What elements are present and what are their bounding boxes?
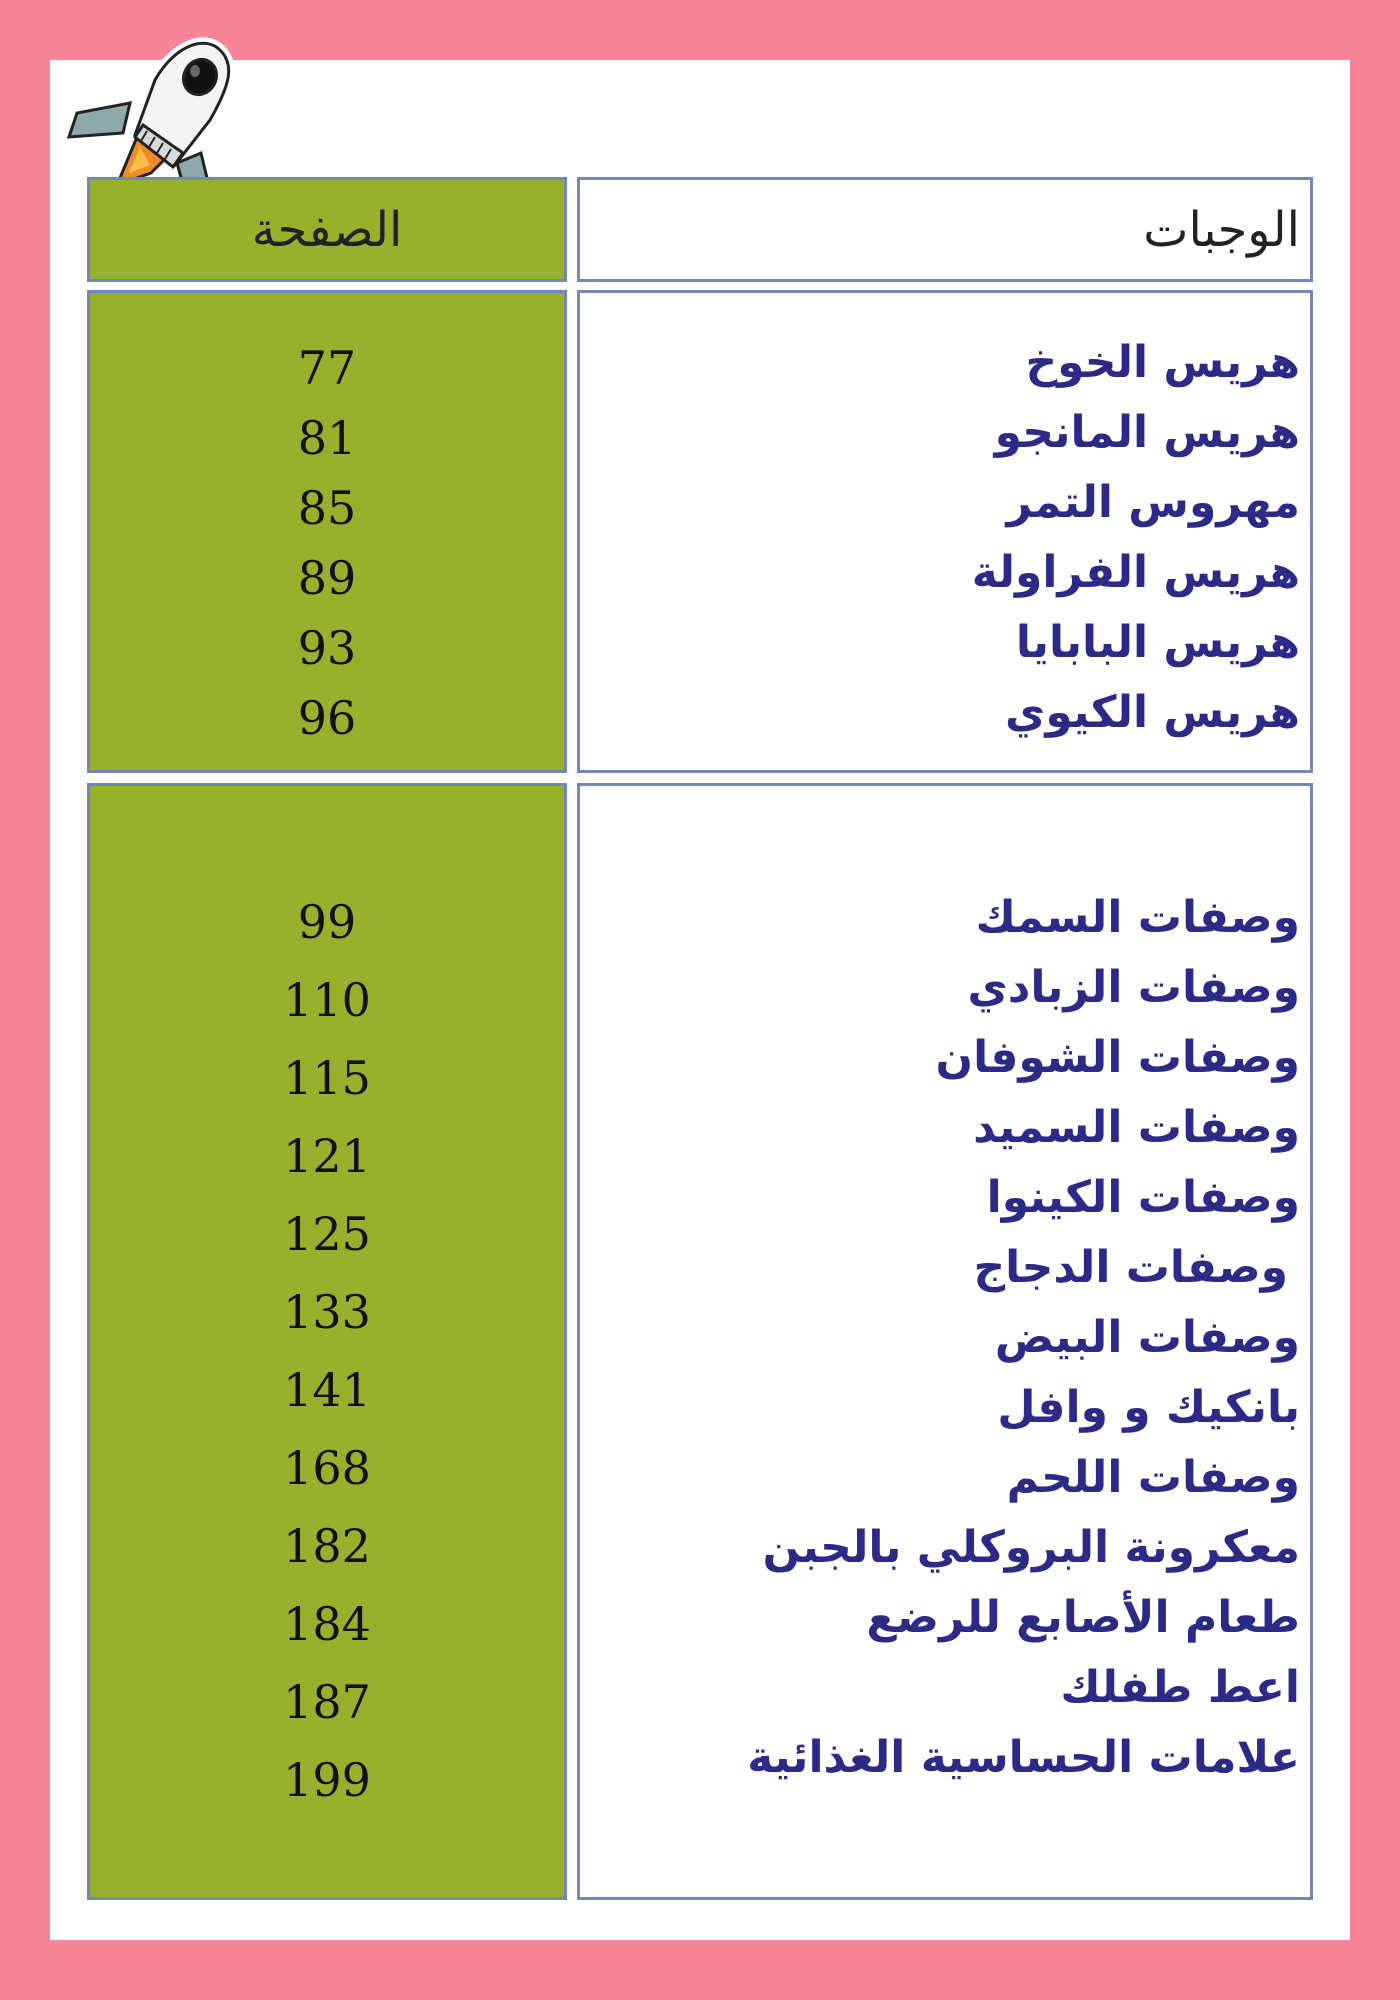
page-number: 89 — [297, 551, 357, 605]
page-number: 121 — [283, 1129, 371, 1183]
page-number: 77 — [297, 341, 357, 395]
list-item: طعام الأصابع للرضع — [866, 1592, 1300, 1643]
page-number: 182 — [283, 1519, 371, 1573]
section1-pages-cell — [87, 290, 567, 773]
page-number: 168 — [283, 1441, 371, 1495]
section1-pages-list — [90, 333, 564, 753]
page-number: 96 — [297, 691, 357, 745]
list-item: وصفات اللحم — [1006, 1452, 1300, 1503]
list-item: معكرونة البروكلي بالجبن — [762, 1522, 1300, 1573]
list-item: وصفات البيض — [994, 1312, 1300, 1363]
header-page-label: الصفحة — [251, 201, 403, 258]
page-number: 81 — [297, 411, 357, 465]
list-item: هريس الخوخ — [1025, 337, 1300, 388]
page-number: 187 — [283, 1675, 371, 1729]
list-item: اعط طفلك — [1060, 1662, 1300, 1713]
list-item: وصفات الشوفان — [935, 1032, 1300, 1083]
list-item: وصفات الكينوا — [986, 1172, 1300, 1223]
page-number: 199 — [283, 1753, 371, 1807]
page-number: 110 — [283, 973, 371, 1027]
list-item: بانكيك و وافل — [997, 1382, 1300, 1433]
list-item: علامات الحساسية الغذائية — [747, 1732, 1300, 1783]
list-item: وصفات الزبادي — [967, 962, 1300, 1013]
header-meals-label: الوجبات — [1143, 201, 1300, 258]
list-item: هريس الكيوي — [1005, 687, 1300, 738]
section1-names-cell — [577, 290, 1313, 773]
page-number: 99 — [297, 895, 357, 949]
list-item: هريس البابايا — [1015, 617, 1300, 668]
header-meals-cell — [577, 177, 1313, 282]
list-item: وصفات السميد — [973, 1102, 1300, 1153]
list-item: هريس المانجو — [994, 407, 1300, 458]
section2-names-list — [590, 883, 1300, 1793]
page-number: 85 — [297, 481, 357, 535]
page-number: 133 — [283, 1285, 371, 1339]
header-page-cell — [87, 177, 567, 282]
list-item: وصفات الدجاج — [973, 1242, 1288, 1293]
section2-names-cell — [577, 783, 1313, 1900]
page-number: 184 — [283, 1597, 371, 1651]
list-item: هريس الفراولة — [971, 547, 1300, 598]
page-number: 115 — [283, 1051, 371, 1105]
section2-pages-cell — [87, 783, 567, 1900]
section2-pages-list — [90, 883, 564, 1819]
list-item: وصفات السمك — [975, 892, 1300, 943]
page-number: 141 — [283, 1363, 371, 1417]
page-number: 93 — [297, 621, 357, 675]
page-number: 125 — [283, 1207, 371, 1261]
section1-names-list — [590, 328, 1300, 748]
list-item: مهروس التمر — [1006, 477, 1300, 528]
